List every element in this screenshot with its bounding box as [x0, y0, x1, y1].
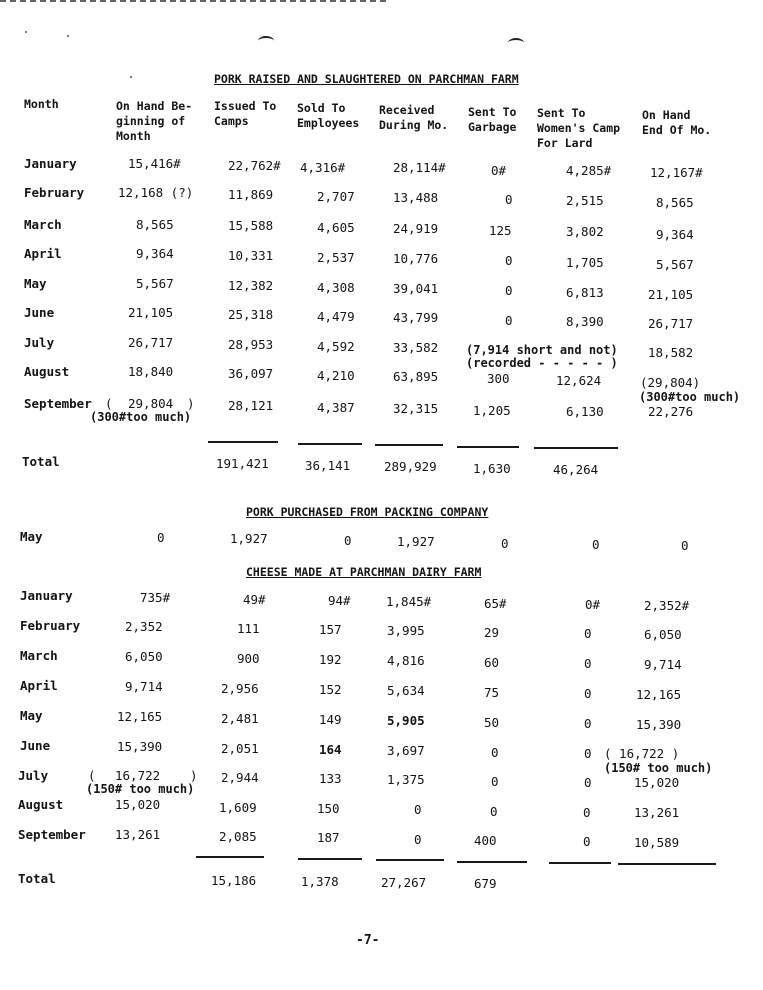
womens-cell: 8,390	[566, 314, 604, 329]
issued-cell: 2,051	[221, 741, 259, 756]
womens-cell: 3,802	[566, 224, 604, 239]
sep-end-note: (300#too much)	[639, 390, 741, 404]
received-cell: 3,697	[387, 743, 425, 758]
total-rule	[298, 443, 362, 445]
total-received: 289,929	[384, 459, 437, 474]
garbage-cell: 65#	[484, 596, 507, 611]
header-received-2: During Mo.	[379, 118, 449, 132]
issued-cell: 25,318	[228, 307, 274, 322]
header-on-hand-begin-3: Month	[116, 129, 151, 143]
begin-cell: 6,050	[125, 649, 163, 664]
pork-section-title: PORK RAISED AND SLAUGHTERED ON PARCHMAN FARM	[214, 72, 519, 86]
received-cell: 33,582	[393, 340, 439, 355]
issued-cell: 2,085	[219, 829, 257, 844]
paren-open: (	[105, 396, 113, 411]
womens-cell: 0	[583, 834, 591, 849]
sold-cell: 4,592	[317, 339, 355, 354]
garbage-cell: 0	[505, 283, 513, 298]
paren-close: )	[190, 768, 198, 783]
end-cell: 22,276	[648, 404, 694, 419]
received-cell: 10,776	[393, 251, 439, 266]
womens-cell: 0	[584, 775, 592, 790]
month-cell: August	[18, 797, 64, 812]
month-cell: March	[24, 217, 62, 232]
header-on-hand-end-2: End Of Mo.	[642, 123, 712, 137]
header-on-hand-end-1: On Hand	[642, 108, 691, 122]
womens-cell: 0#	[585, 597, 601, 612]
garbage-cell: 300	[487, 371, 510, 386]
begin-cell: 8,565	[136, 217, 174, 232]
header-garbage-1: Sent To	[468, 105, 517, 119]
received-cell: 4,816	[387, 653, 425, 668]
paren-close: )	[187, 396, 195, 411]
garbage-cell: 0	[490, 804, 498, 819]
total-garbage: 1,630	[473, 461, 511, 476]
page-number: -7-	[356, 933, 380, 948]
womens-cell: 4,285#	[566, 163, 612, 178]
garbage-cell: 0	[491, 745, 499, 760]
month-cell: January	[24, 156, 77, 171]
received-cell: 3,995	[387, 623, 425, 638]
begin-cell: 21,105	[128, 305, 174, 320]
issued-cell: 1,927	[230, 531, 268, 546]
sold-cell: 187	[317, 830, 340, 845]
begin-cell: 12,165	[117, 709, 163, 724]
end-cell: 9,714	[644, 657, 682, 672]
sold-cell: 0	[344, 533, 352, 548]
end-cell: 26,717	[648, 316, 694, 331]
header-garbage-2: Garbage	[468, 120, 517, 134]
issued-cell: 36,097	[228, 366, 274, 381]
begin-cell: 735#	[140, 590, 171, 605]
july-begin-note: (150# too much)	[86, 782, 195, 796]
header-issued-2: Camps	[214, 114, 249, 128]
total-rule	[457, 861, 527, 863]
sold-cell: 4,479	[317, 309, 355, 324]
total-rule	[196, 856, 264, 858]
begin-cell: 26,717	[128, 335, 174, 350]
received-cell: 0	[414, 832, 422, 847]
garbage-cell: 0	[505, 313, 513, 328]
womens-cell: 6,813	[566, 285, 604, 300]
begin-cell: 9,714	[125, 679, 163, 694]
issued-cell: 11,869	[228, 187, 274, 202]
issued-cell: 2,956	[221, 681, 259, 696]
end-cell: 9,364	[656, 227, 694, 242]
month-cell: March	[20, 648, 58, 663]
received-cell: 43,799	[393, 310, 439, 325]
sold-cell: 133	[319, 771, 342, 786]
month-cell: May	[20, 529, 43, 544]
paren-open: (	[88, 768, 96, 783]
month-cell: June	[20, 738, 51, 753]
total-sold: 36,141	[305, 458, 351, 473]
total-rule	[376, 859, 444, 861]
sold-cell: 4,210	[317, 368, 355, 383]
month-cell: July	[18, 768, 49, 783]
received-cell: 0	[414, 802, 422, 817]
total-sold: 1,378	[301, 874, 339, 889]
issued-cell: 111	[237, 621, 260, 636]
month-cell: April	[20, 678, 58, 693]
issued-cell: 15,588	[228, 218, 274, 233]
aug-end-cell: (29,804)	[640, 375, 701, 390]
header-month: Month	[24, 97, 59, 111]
received-cell: 28,114#	[393, 160, 446, 175]
garbage-cell: 29	[484, 625, 500, 640]
garbage-cell: 0	[501, 536, 509, 551]
received-cell: 1,845#	[386, 594, 432, 609]
month-cell: September	[18, 827, 86, 842]
june-end-cell: ( 16,722 )	[604, 746, 680, 761]
sold-cell: 4,605	[317, 220, 355, 235]
month-cell: February	[24, 185, 85, 200]
sep-begin-note: (300#too much)	[90, 410, 192, 424]
begin-cell: 15,390	[117, 739, 163, 754]
month-cell: April	[24, 246, 62, 261]
top-dashed-edge	[0, 0, 390, 2]
womens-cell: 6,130	[566, 404, 604, 419]
speck	[67, 35, 69, 37]
sold-cell: 4,387	[317, 400, 355, 415]
womens-cell: 12,624	[556, 373, 602, 388]
header-on-hand-begin-2: ginning of	[116, 114, 186, 128]
header-sold-2: Employees	[297, 116, 360, 130]
sold-cell: 4,308	[317, 280, 355, 295]
punch-mark-right	[508, 38, 524, 48]
issued-cell: 10,331	[228, 248, 274, 263]
speck	[25, 31, 27, 33]
header-womens-1: Sent To	[537, 106, 586, 120]
total-garbage: 679	[474, 876, 497, 891]
received-cell: 5,634	[387, 683, 425, 698]
month-cell: September	[24, 396, 92, 411]
womens-cell: 1,705	[566, 255, 604, 270]
issued-cell: 12,382	[228, 278, 274, 293]
received-cell: 63,895	[393, 369, 439, 384]
womens-cell: 0	[584, 656, 592, 671]
garbage-cell: 0	[491, 774, 499, 789]
womens-cell: 0	[584, 746, 592, 761]
received-cell: 1,927	[397, 534, 435, 549]
received-cell: 5,905	[387, 713, 425, 728]
end-cell: 12,167#	[650, 165, 703, 180]
garbage-cell: 0	[505, 192, 513, 207]
header-sold-1: Sold To	[297, 101, 346, 115]
begin-cell: 0	[157, 530, 165, 545]
garbage-cell: 125	[489, 223, 512, 238]
sold-cell: 94#	[328, 593, 351, 608]
end-cell: 21,105	[648, 287, 694, 302]
issued-cell: 28,121	[228, 398, 274, 413]
received-cell: 32,315	[393, 401, 439, 416]
garbage-cell: 50	[484, 715, 500, 730]
garbage-cell: 1,205	[473, 403, 511, 418]
received-cell: 13,488	[393, 190, 439, 205]
received-cell: 24,919	[393, 221, 439, 236]
june-end-note: (150# too much)	[604, 761, 713, 775]
end-cell: 13,261	[634, 805, 680, 820]
header-received-1: Received	[379, 103, 435, 117]
sold-cell: 2,537	[317, 250, 355, 265]
total-rule	[208, 441, 278, 443]
total-rule	[457, 446, 519, 448]
july-short-note-line1: (7,914 short and not)	[466, 343, 618, 357]
speck	[130, 76, 132, 78]
begin-cell: 15,416#	[128, 156, 181, 171]
month-cell: August	[24, 364, 70, 379]
total-issued: 191,421	[216, 456, 269, 471]
sold-cell: 149	[319, 712, 342, 727]
end-cell: 2,352#	[644, 598, 690, 613]
issued-cell: 49#	[243, 592, 266, 607]
received-cell: 1,375	[387, 772, 425, 787]
total-rule	[618, 863, 716, 865]
issued-cell: 1,609	[219, 800, 257, 815]
sold-cell: 4,316#	[300, 160, 346, 175]
july-short-note-line2: (recorded - - - - - )	[466, 356, 618, 370]
issued-cell: 22,762#	[228, 158, 281, 173]
total-issued: 15,186	[211, 873, 257, 888]
end-cell: 6,050	[644, 627, 682, 642]
garbage-cell: 60	[484, 655, 500, 670]
total-womens: 46,264	[553, 462, 599, 477]
womens-cell: 2,515	[566, 193, 604, 208]
cheese-section-title: CHEESE MADE AT PARCHMAN DAIRY FARM	[246, 565, 482, 579]
header-womens-3: For Lard	[537, 136, 593, 150]
total-rule	[298, 858, 362, 860]
month-cell: June	[24, 305, 55, 320]
total-rule	[375, 444, 443, 446]
womens-cell: 0	[583, 805, 591, 820]
end-cell: 8,565	[656, 195, 694, 210]
sold-cell: 2,707	[317, 189, 355, 204]
end-cell: 5,567	[656, 257, 694, 272]
month-cell: May	[20, 708, 43, 723]
issued-cell: 900	[237, 651, 260, 666]
end-cell: 15,020	[634, 775, 680, 790]
begin-cell: 12,168 (?)	[118, 185, 194, 200]
begin-cell: 2,352	[125, 619, 163, 634]
end-cell: 12,165	[636, 687, 682, 702]
month-cell: February	[20, 618, 81, 633]
sold-cell: 150	[317, 801, 340, 816]
month-cell: May	[24, 276, 47, 291]
purchased-section-title: PORK PURCHASED FROM PACKING COMPANY	[246, 505, 489, 519]
garbage-cell: 400	[474, 833, 497, 848]
sold-cell: 157	[319, 622, 342, 637]
total-rule	[549, 862, 611, 864]
total-rule	[534, 447, 618, 449]
month-cell: January	[20, 588, 73, 603]
received-cell: 39,041	[393, 281, 439, 296]
issued-cell: 28,953	[228, 337, 274, 352]
header-on-hand-begin-1: On Hand Be-	[116, 99, 193, 113]
punch-mark-left	[258, 36, 274, 46]
sold-cell: 152	[319, 682, 342, 697]
end-cell: 10,589	[634, 835, 680, 850]
garbage-cell: 0	[505, 253, 513, 268]
issued-cell: 2,944	[221, 770, 259, 785]
begin-cell: 29,804	[128, 396, 174, 411]
womens-cell: 0	[584, 716, 592, 731]
womens-cell: 0	[584, 686, 592, 701]
sold-cell: 192	[319, 652, 342, 667]
month-cell: July	[24, 335, 55, 350]
issued-cell: 2,481	[221, 711, 259, 726]
womens-cell: 0	[592, 537, 600, 552]
garbage-cell: 0#	[491, 163, 507, 178]
womens-cell: 0	[584, 626, 592, 641]
end-cell: 15,390	[636, 717, 682, 732]
end-cell: 0	[681, 538, 689, 553]
sold-cell: 164	[319, 742, 342, 757]
begin-cell: 9,364	[136, 246, 174, 261]
total-received: 27,267	[381, 875, 427, 890]
total-label: Total	[22, 454, 60, 469]
end-cell: 18,582	[648, 345, 694, 360]
begin-cell: 5,567	[136, 276, 174, 291]
begin-cell: 13,261	[115, 827, 161, 842]
header-womens-2: Women's Camp	[537, 121, 621, 135]
begin-cell: 16,722	[115, 768, 161, 783]
begin-cell: 18,840	[128, 364, 174, 379]
total-label: Total	[18, 871, 56, 886]
begin-cell: 15,020	[115, 797, 161, 812]
garbage-cell: 75	[484, 685, 500, 700]
header-issued-1: Issued To	[214, 99, 277, 113]
